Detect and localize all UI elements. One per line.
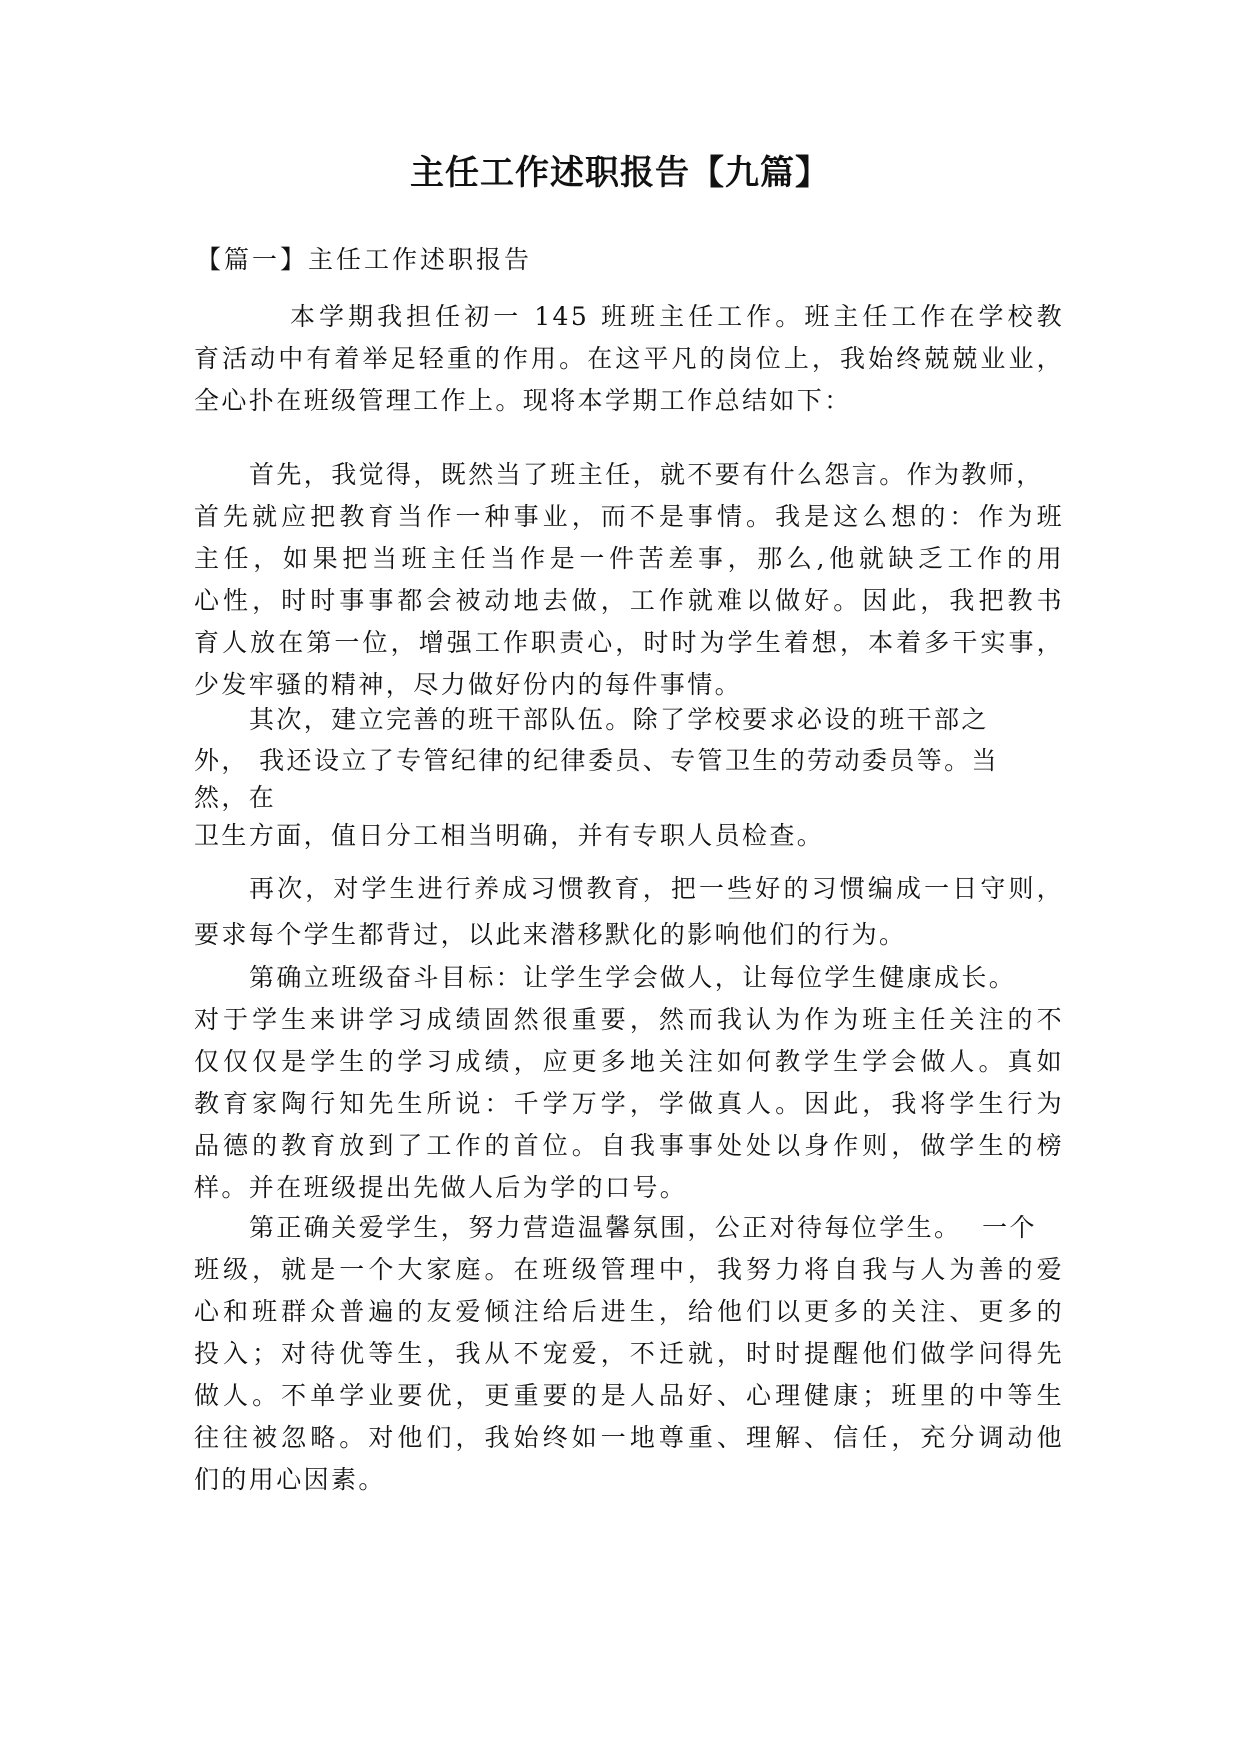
- paragraph-line: 投入；对待优等生，我从不宠爱，不迁就，时时提醒他们做学问得先: [194, 1339, 1064, 1368]
- paragraph-line: 要求每个学生都背过，以此来潜移默化的影响他们的行为。: [194, 920, 907, 949]
- paragraph-line: 心和班群众普遍的友爱倾注给后进生，给他们以更多的关注、更多的: [194, 1297, 1064, 1326]
- paragraph-line: 第确立班级奋斗目标：让学生学会做人，让每位学生健康成长。: [249, 963, 1017, 992]
- paragraph-line: 少发牢骚的精神，尽力做好份内的每件事情。: [194, 670, 743, 699]
- paragraph-6: [194, 1207, 1064, 1501]
- paragraph-line: 心性，时时事事都会被动地去做，工作就难以做好。因此，我把教书: [194, 586, 1064, 615]
- document-title: 主任工作述职报告【九篇】: [410, 153, 830, 193]
- paragraph-line: 第正确关爱学生，努力营造温馨氛围，公正对待每位学生。 一个: [249, 1213, 1037, 1242]
- paragraph-line: 其次，建立完善的班干部队伍。除了学校要求必设的班干部之: [249, 705, 989, 734]
- paragraph-line: 主任，如果把当班主任当作是一件苦差事，那么,他就缺乏工作的用: [194, 544, 1064, 573]
- paragraph-line: 卫生方面，值日分工相当明确，并有专职人员检查。: [194, 821, 825, 850]
- paragraph-3: [194, 699, 1064, 857]
- paragraph-1: [194, 296, 1064, 422]
- paragraph-line: 全心扑在班级管理工作上。现将本学期工作总结如下：: [194, 386, 852, 415]
- paragraph-line: 再次，对学生进行养成习惯教育，把一些好的习惯编成一日守则，: [249, 874, 1064, 903]
- paragraph-line: 本学期我担任初一 145 班班主任工作。班主任工作在学校教: [290, 302, 1064, 331]
- paragraph-line: 们的用心因素。: [194, 1465, 386, 1494]
- paragraph-line: 教育家陶行知先生所说：千学万学，学做真人。因此，我将学生行为: [194, 1089, 1064, 1118]
- paragraph-line: 仅仅仅是学生的学习成绩，应更多地关注如何教学生学会做人。真如: [194, 1047, 1064, 1076]
- paragraph-line: 育人放在第一位，增强工作职责心，时时为学生着想，本着多干实事，: [194, 628, 1064, 657]
- paragraph-line: 然，在: [194, 783, 277, 812]
- paragraph-line: 对于学生来讲学习成绩固然很重要，然而我认为作为班主任关注的不: [194, 1005, 1064, 1034]
- paragraph-line: 品德的教育放到了工作的首位。自我事事处处以身作则，做学生的榜: [194, 1131, 1064, 1160]
- paragraph-line: 首先，我觉得，既然当了班主任，就不要有什么怨言。作为教师，: [249, 460, 1044, 489]
- section-heading: 【篇一】主任工作述职报告: [196, 245, 533, 274]
- paragraph-4: [194, 868, 1064, 956]
- paragraph-5: [194, 957, 1064, 1209]
- paragraph-line: 育活动中有着举足轻重的作用。在这平凡的岗位上，我始终兢兢业业，: [194, 344, 1064, 373]
- paragraph-line: 样。并在班级提出先做人后为学的口号。: [194, 1173, 688, 1202]
- paragraph-2: [194, 454, 1064, 706]
- paragraph-line: 做人。不单学业要优，更重要的是人品好、心理健康；班里的中等生: [194, 1381, 1064, 1410]
- paragraph-line: 往往被忽略。对他们，我始终如一地尊重、理解、信任，充分调动他: [194, 1423, 1064, 1452]
- paragraph-line: 班级，就是一个大家庭。在班级管理中，我努力将自我与人为善的爱: [194, 1255, 1064, 1284]
- paragraph-line: 首先就应把教育当作一种事业，而不是事情。我是这么想的：作为班: [194, 502, 1064, 531]
- paragraph-line: 外， 我还设立了专管纪律的纪律委员、专管卫生的劳动委员等。当: [194, 746, 999, 775]
